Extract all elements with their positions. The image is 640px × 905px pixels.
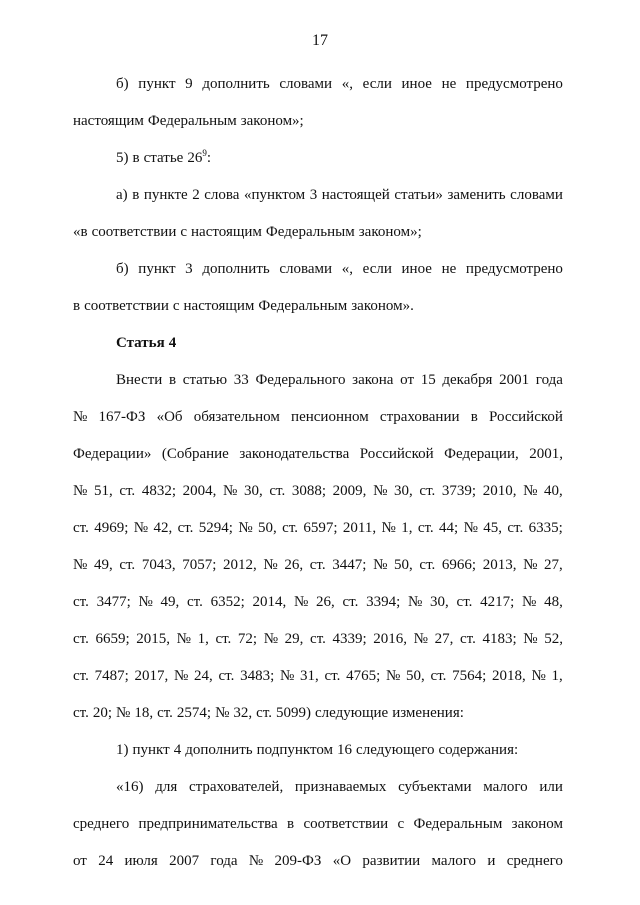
word: предусмотрено [465, 261, 563, 277]
word: в [132, 150, 140, 166]
word: ст. [342, 594, 359, 610]
word: 209-ФЗ [274, 853, 322, 869]
word: 5294; [198, 520, 233, 536]
word: если [362, 261, 392, 277]
word: Статья [116, 335, 165, 351]
word: 2007 [169, 853, 200, 869]
word: в [169, 372, 177, 388]
text-line [73, 632, 563, 647]
word: предпринимательства [138, 816, 278, 832]
word: законодательства [239, 446, 350, 462]
superscript: 9 [202, 148, 207, 158]
word: малого [483, 779, 528, 795]
word: 4969; [94, 520, 129, 536]
word: законом». [351, 298, 414, 314]
word: 2013, [482, 557, 517, 573]
word: 29, [284, 631, 304, 647]
word: ст. [256, 705, 272, 721]
word: 32, [233, 705, 253, 721]
word: 27, [544, 557, 563, 573]
word: года [535, 372, 563, 388]
word: изменения: [392, 705, 464, 721]
word: не [441, 261, 457, 277]
word: № [248, 853, 264, 869]
word: или [539, 779, 563, 795]
word: Федерального [255, 372, 346, 388]
word: ст. [215, 631, 232, 647]
text-line [73, 299, 563, 314]
word: 3483; [240, 668, 275, 684]
word: 7057; [182, 557, 217, 573]
word: № [413, 631, 428, 647]
word: статьи» [394, 187, 443, 203]
word: 42, [153, 520, 173, 536]
word: законом»; [358, 224, 422, 240]
word: 72; [237, 631, 258, 647]
word: ст. [309, 557, 326, 573]
word: «в [73, 224, 88, 240]
word: № [116, 705, 131, 721]
text-line [73, 595, 563, 610]
word: 50, [258, 520, 277, 536]
text-line [73, 373, 563, 388]
word: пункт [138, 76, 176, 92]
document-body [73, 77, 563, 891]
word: настоящей [321, 187, 390, 203]
word: «О [332, 853, 352, 869]
word: Внести [116, 372, 163, 388]
word: 167-ФЗ [98, 409, 146, 425]
word: № [176, 631, 191, 647]
word: 33 [233, 372, 249, 388]
text-line [73, 225, 563, 240]
word: страхователей, [188, 779, 284, 795]
text-line [73, 854, 563, 869]
word: с [180, 224, 188, 240]
word: 31, [300, 668, 319, 684]
word: б) [116, 76, 129, 92]
word: пункте [143, 187, 188, 203]
word: 4339; [332, 631, 367, 647]
word: «пунктом [243, 187, 306, 203]
word: ст. [417, 520, 434, 536]
word: 3739; [441, 483, 477, 499]
word: № [386, 668, 401, 684]
word: 2001, [529, 446, 563, 462]
word: 5099) [276, 705, 311, 721]
word: № [523, 557, 538, 573]
word: 4183; [482, 631, 517, 647]
word: № [238, 520, 253, 536]
word: № [523, 483, 538, 499]
text-line [73, 706, 563, 721]
word: 44; [439, 520, 459, 536]
word: пенсионном [291, 409, 369, 425]
word: № [73, 409, 88, 425]
word: 1, [551, 668, 563, 684]
word: статье [143, 150, 184, 166]
word: содержания: [438, 742, 519, 758]
word: пункт [138, 261, 176, 277]
word: 2014, [252, 594, 287, 610]
word: 4 [168, 335, 177, 351]
word: статью [182, 372, 228, 388]
word: соответствии [84, 298, 169, 314]
word: «Об [156, 409, 183, 425]
word: ст. [419, 557, 436, 573]
word: июля [124, 853, 158, 869]
word: 30, [243, 483, 263, 499]
word: 6335; [528, 520, 563, 536]
word: декабря [442, 372, 493, 388]
word: иное [401, 261, 432, 277]
text-line-with-superscript [73, 148, 563, 166]
word: 18, [134, 705, 154, 721]
word: страховании [379, 409, 460, 425]
word: пункт [132, 742, 170, 758]
word: 45, [483, 520, 503, 536]
word: соответствии [91, 224, 177, 240]
word: дополнить [185, 742, 253, 758]
word: 6352; [210, 594, 245, 610]
word: закона [352, 372, 394, 388]
article-heading [73, 336, 563, 351]
word: настоящим [183, 298, 255, 314]
word: 7043, [141, 557, 176, 573]
word: 2015, [136, 631, 171, 647]
text-line [73, 817, 563, 832]
word: 51, [93, 483, 113, 499]
word: 2004, [182, 483, 217, 499]
word: 2012, [223, 557, 257, 573]
text-line [73, 77, 563, 92]
word: 20; [92, 705, 113, 721]
word: среднего [73, 816, 130, 832]
word: 3477; [96, 594, 131, 610]
word: «, [341, 261, 353, 277]
word: в [73, 298, 81, 314]
word: ст. [73, 668, 89, 684]
word: 26, [316, 594, 335, 610]
word: $26^9$: [187, 148, 211, 166]
word: ст. [157, 705, 173, 721]
text-line [73, 188, 563, 203]
word: 4 [173, 742, 182, 758]
word: 48, [544, 594, 563, 610]
word: словами [510, 187, 563, 203]
word: 1) [116, 742, 129, 758]
word: ст. [507, 520, 524, 536]
word: 49, [93, 557, 113, 573]
word: настоящим [73, 113, 144, 129]
word: 52, [544, 631, 563, 647]
word: № [522, 594, 537, 610]
word: 49, [160, 594, 180, 610]
word: заменить [447, 187, 506, 203]
word: ст. [119, 483, 136, 499]
word: 9 [185, 76, 193, 92]
word: 2017, [134, 668, 169, 684]
word: развитии [362, 853, 421, 869]
word: обязательном [193, 409, 280, 425]
word: 26, [284, 557, 304, 573]
word: предусмотрено [465, 76, 563, 92]
word: 50, [394, 557, 413, 573]
word: Федеральным [147, 113, 237, 129]
word: настоящим [191, 224, 262, 240]
word: Федерации, [444, 446, 519, 462]
text-line [73, 743, 563, 758]
word: в [287, 816, 295, 832]
word: соответствии [303, 816, 389, 832]
word: № [73, 483, 88, 499]
word: с [397, 816, 405, 832]
word: Российской [359, 446, 434, 462]
word: ст. [269, 483, 286, 499]
word: дополнить [202, 261, 270, 277]
word: 2016, [373, 631, 408, 647]
word: 3088; [291, 483, 327, 499]
word: для [155, 779, 178, 795]
word: № [463, 520, 478, 536]
word: Федеральным [413, 816, 503, 832]
word: № [263, 557, 278, 573]
word: ст. [187, 594, 203, 610]
word: № [138, 594, 153, 610]
word: № [263, 631, 279, 647]
word: в [470, 409, 478, 425]
word: «16) [116, 779, 144, 795]
word: субъектами [398, 779, 472, 795]
word: б) [116, 261, 129, 277]
word: Федеральным [258, 298, 348, 314]
word: № [173, 668, 189, 684]
word: словами [279, 261, 333, 277]
text-line [73, 780, 563, 795]
word: слова [204, 187, 240, 203]
word: 3 [185, 261, 193, 277]
word: 2574; [176, 705, 212, 721]
word: от [400, 372, 414, 388]
word: ст. [456, 594, 473, 610]
word: 16 [337, 742, 353, 758]
word: Российской [488, 409, 563, 425]
word: ст. [119, 557, 136, 573]
word: Федерации» [73, 446, 152, 462]
word: иное [401, 76, 432, 92]
word: словами [279, 76, 333, 92]
word: малого [431, 853, 476, 869]
word: не [441, 76, 457, 92]
word: ст. [310, 631, 326, 647]
word: 7564; [452, 668, 487, 684]
word: ст. [324, 668, 341, 684]
word: 6597; [303, 520, 338, 536]
word: 2001 [499, 372, 530, 388]
word: 2010, [482, 483, 517, 499]
word: 24 [98, 853, 114, 869]
text-line [73, 669, 563, 684]
text-line [73, 410, 563, 425]
text-line [73, 484, 563, 499]
word: 3394; [366, 594, 401, 610]
word: 6659; [95, 631, 130, 647]
word: ст. [177, 520, 194, 536]
word: № [133, 520, 149, 536]
word: Федеральным [265, 224, 355, 240]
word: № [223, 483, 238, 499]
word: следующие [315, 705, 389, 721]
word: 4217; [480, 594, 515, 610]
word: законом»; [240, 113, 304, 129]
word: № [381, 520, 396, 536]
word: № [279, 668, 295, 684]
word: «, [341, 76, 353, 92]
word: и [487, 853, 496, 869]
word: 2018, [492, 668, 526, 684]
word: № [373, 557, 388, 573]
word: ст. [73, 631, 89, 647]
text-line [73, 447, 563, 462]
word: 4765; [346, 668, 381, 684]
word: № [293, 594, 309, 610]
word: законом [511, 816, 563, 832]
word: дополнить [202, 76, 270, 92]
word: среднего [506, 853, 563, 869]
word: № [73, 557, 88, 573]
word: ст. [282, 520, 298, 536]
word: признаваемых [294, 779, 387, 795]
word: 6966; [441, 557, 477, 573]
word: следующего [356, 742, 435, 758]
word: № [215, 705, 230, 721]
word: в [132, 187, 140, 203]
word: 7487; [94, 668, 129, 684]
word: ст. [459, 631, 476, 647]
word: года [210, 853, 238, 869]
text-line [73, 558, 563, 573]
text-line [73, 114, 563, 129]
word: с [172, 298, 180, 314]
word: 5) [116, 150, 129, 166]
word: 3447; [332, 557, 367, 573]
word: ст. [73, 705, 89, 721]
word: 50, [406, 668, 425, 684]
page-number: 17 [312, 32, 328, 49]
word: 15 [420, 372, 436, 388]
text-line [73, 521, 563, 536]
word: (Собрание [161, 446, 229, 462]
word: № [531, 668, 546, 684]
word: 4832; [141, 483, 176, 499]
word: 24, [194, 668, 213, 684]
text-line [73, 262, 563, 277]
word: № [373, 483, 388, 499]
word: № [408, 594, 423, 610]
word: 2009, [332, 483, 367, 499]
word: 1, [401, 520, 413, 536]
word: 1, [197, 631, 209, 647]
word: 2011, [342, 520, 377, 536]
word: 40, [544, 483, 563, 499]
word: ст. [430, 668, 447, 684]
word: № [523, 631, 538, 647]
word: 27, [434, 631, 454, 647]
word: ст. [218, 668, 235, 684]
word: 30, [394, 483, 413, 499]
word: 2 [192, 187, 200, 203]
word: подпунктом [256, 742, 334, 758]
word: ст. [73, 594, 89, 610]
word: ст. [419, 483, 436, 499]
word: 3 [309, 187, 318, 203]
word: 30, [430, 594, 449, 610]
word: ст. [73, 520, 89, 536]
word: а) [116, 187, 128, 203]
word: если [362, 76, 392, 92]
word: от [73, 853, 87, 869]
